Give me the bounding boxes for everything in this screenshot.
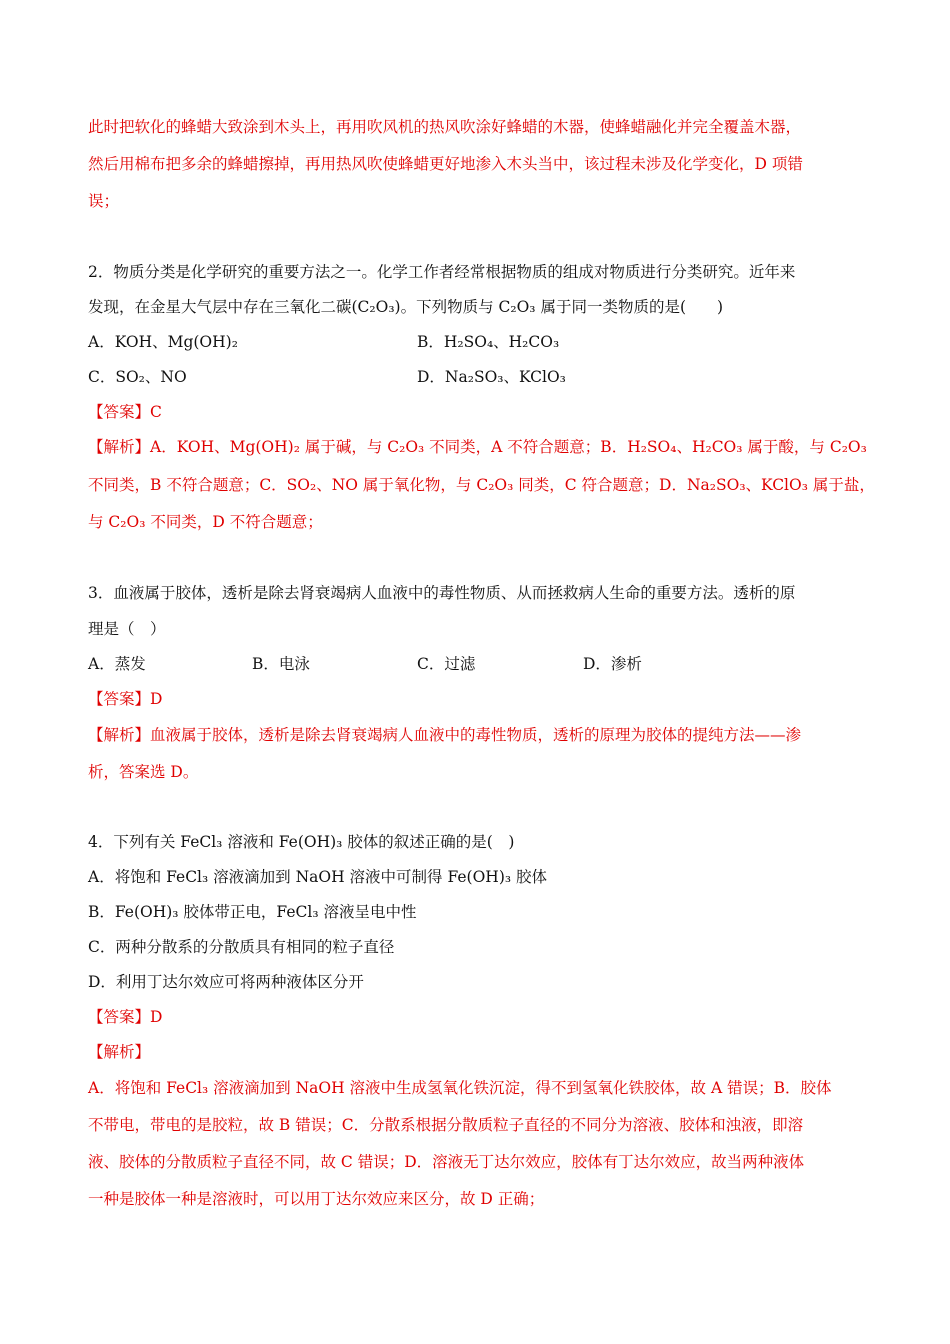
q4-analysis-line-2: 不带电，带电的是胶粒，故 B 错误；C．分散系根据分散质粒子直径的不同分为溶液、胶体和浊液，即溶: [88, 1116, 804, 1134]
q2-option-b: B．H₂SO₄、H₂CO₃: [417, 333, 560, 351]
q2-analysis-line-3: 与 C₂O₃ 不同类，D 不符合题意；: [88, 513, 323, 531]
q3-option-a: A．蒸发: [88, 655, 146, 673]
q4-stem: 4．下列有关 FeCl₃ 溶液和 Fe(OH)₃ 胶体的叙述正确的是( ): [88, 833, 515, 851]
q2-answer: 【答案】C: [88, 403, 162, 421]
q3-stem-line-1: 3．血液属于胶体，透析是除去肾衰竭病人血液中的毒性物质、从而拯救病人生命的重要方法。透析的原: [88, 584, 796, 602]
q4-analysis-heading: 【解析】: [88, 1043, 151, 1061]
q2-option-c: C．SO₂、NO: [88, 368, 187, 386]
intro-line-2: 然后用棉布把多余的蜂蜡擦掉，再用热风吹使蜂蜡更好地渗入木头当中，该过程未涉及化学变化，D 项错: [88, 155, 803, 173]
q4-option-b: B．Fe(OH)₃ 胶体带正电，FeCl₃ 溶液呈电中性: [88, 903, 417, 921]
q4-option-a: A．将饱和 FeCl₃ 溶液滴加到 NaOH 溶液中可制得 Fe(OH)₃ 胶体: [88, 868, 548, 886]
q3-option-b: B．电泳: [252, 655, 310, 673]
q3-analysis-line-1: 【解析】血液属于胶体，透析是除去肾衰竭病人血液中的毒性物质，透析的原理为胶体的提纯方法——渗: [88, 726, 802, 744]
q4-analysis-line-4: 一种是胶体一种是溶液时，可以用丁达尔效应来区分，故 D 正确；: [88, 1190, 545, 1208]
q4-answer: 【答案】D: [88, 1008, 163, 1026]
q3-analysis-line-2: 析，答案选 D。: [88, 763, 199, 781]
q2-analysis-line-1: 【解析】A．KOH、Mg(OH)₂ 属于碱，与 C₂O₃ 不同类，A 不符合题意；B．H₂SO₄、H₂CO₃ 属于酸，与 C₂O₃: [88, 438, 867, 456]
q2-stem-line-1: 2．物质分类是化学研究的重要方法之一。化学工作者经常根据物质的组成对物质进行分类研究。近年来: [88, 263, 796, 281]
q4-analysis-line-3: 液、胶体的分散质粒子直径不同，故 C 错误；D．溶液无丁达尔效应，胶体有丁达尔效应，故当两种液体: [88, 1153, 805, 1171]
intro-line-3: 误；: [88, 192, 120, 210]
q2-stem-line-2: 发现，在金星大气层中存在三氧化二碳(C₂O₃)。下列物质与 C₂O₃ 属于同一类物质的是( ): [88, 298, 724, 316]
q4-option-c: C．两种分散系的分散质具有相同的粒子直径: [88, 938, 395, 956]
intro-line-1: 此时把软化的蜂蜡大致涂到木头上，再用吹风机的热风吹涂好蜂蜡的木器，使蜂蜡融化并完全覆盖木器，: [88, 118, 802, 136]
q2-option-d: D．Na₂SO₃、KClO₃: [417, 368, 566, 386]
q2-option-a: A．KOH、Mg(OH)₂: [88, 333, 238, 351]
q4-option-d: D．利用丁达尔效应可将两种液体区分开: [88, 973, 364, 991]
q3-answer: 【答案】D: [88, 690, 163, 708]
q2-analysis-line-2: 不同类，B 不符合题意；C．SO₂、NO 属于氧化物，与 C₂O₃ 同类，C 符合题意；D．Na₂SO₃、KClO₃ 属于盐，: [88, 476, 875, 494]
q3-stem-line-2: 理是（ ）: [88, 620, 166, 638]
q3-option-c: C．过滤: [417, 655, 476, 673]
q3-option-d: D．渗析: [583, 655, 642, 673]
q4-analysis-line-1: A．将饱和 FeCl₃ 溶液滴加到 NaOH 溶液中生成氢氧化铁沉淀，得不到氢氧化铁胶体，故 A 错误；B．胶体: [88, 1079, 832, 1097]
